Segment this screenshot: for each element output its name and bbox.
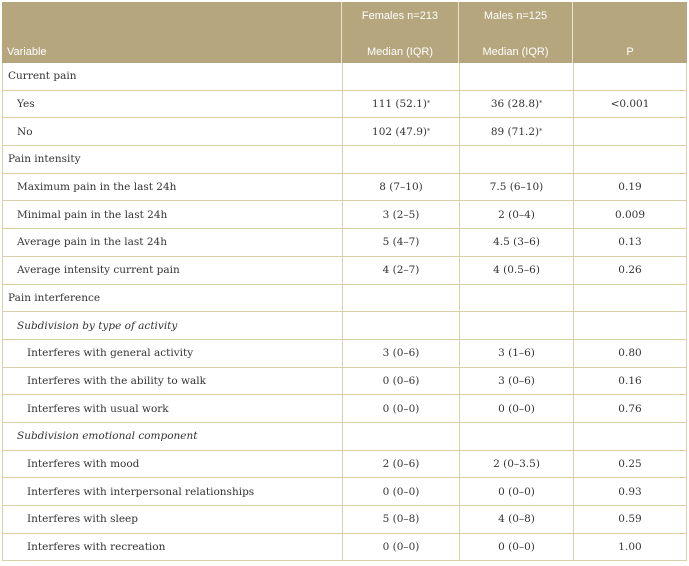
males-cell: 4 (0–8) xyxy=(459,506,573,533)
row-label: Pain intensity xyxy=(2,146,342,173)
pain-comparison-table xyxy=(2,2,687,561)
p-cell: 0.16 xyxy=(573,368,687,395)
row-label: No xyxy=(2,118,342,145)
header-males-label: Males n=125 xyxy=(483,10,548,22)
males-cell xyxy=(459,63,573,90)
p-cell xyxy=(573,118,687,145)
females-cell: 5 (0–8) xyxy=(342,506,459,533)
males-cell: 4 (0.5–6) xyxy=(459,257,573,284)
header-variable xyxy=(2,2,342,63)
p-cell: <0.001 xyxy=(573,91,687,118)
row-label: Maximum pain in the last 24h xyxy=(2,174,342,201)
males-cell xyxy=(459,312,573,339)
males-cell: 0 (0–0) xyxy=(459,395,573,422)
females-cell: 102 (47.9) * xyxy=(342,118,459,145)
table-row xyxy=(2,340,687,368)
p-cell xyxy=(573,63,687,90)
males-cell: 7.5 (6–10) xyxy=(459,174,573,201)
row-label: Interferes with interpersonal relationships xyxy=(2,478,342,505)
row-label: Pain interference xyxy=(2,285,342,312)
females-cell xyxy=(342,146,459,173)
females-cell xyxy=(342,63,459,90)
table-row xyxy=(2,395,687,423)
row-label: Interferes with usual work xyxy=(2,395,342,422)
males-cell: 3 (1–6) xyxy=(459,340,573,367)
females-cell xyxy=(342,285,459,312)
females-value: 102 (47.9) xyxy=(372,125,427,138)
p-cell xyxy=(573,146,687,173)
females-value: 111 (52.1) xyxy=(372,98,427,111)
header-females-label: Females n=213 xyxy=(361,10,439,22)
table-row xyxy=(2,423,687,451)
females-cell: 3 (0–6) xyxy=(342,340,459,367)
table-row xyxy=(2,118,687,146)
table-row xyxy=(2,312,687,340)
males-cell xyxy=(459,285,573,312)
p-cell: 0.009 xyxy=(573,201,687,228)
females-cell xyxy=(342,423,459,450)
row-label: Average intensity current pain xyxy=(2,257,342,284)
females-cell: 2 (0–6) xyxy=(342,451,459,478)
males-cell xyxy=(459,146,573,173)
header-variable-label: Variable xyxy=(7,46,47,58)
table-row xyxy=(2,146,687,174)
p-cell: 0.59 xyxy=(573,506,687,533)
header-females-sub: Median (IQR) xyxy=(366,46,434,58)
females-cell: 111 (52.1) * xyxy=(342,91,459,118)
p-cell: 0.80 xyxy=(573,340,687,367)
males-cell: 4.5 (3–6) xyxy=(459,229,573,256)
row-label: Subdivision emotional component xyxy=(2,423,342,450)
row-label: Yes xyxy=(2,91,342,118)
males-cell: 0 (0–0) xyxy=(459,534,573,561)
table-header xyxy=(2,2,687,63)
males-cell: 3 (0–6) xyxy=(459,368,573,395)
table-row xyxy=(2,257,687,285)
row-label: Subdivision by type of activity xyxy=(2,312,342,339)
row-label: Interferes with recreation xyxy=(2,534,342,561)
p-cell: 0.13 xyxy=(573,229,687,256)
table-row xyxy=(2,63,687,91)
row-label: Interferes with sleep xyxy=(2,506,342,533)
p-cell: 0.25 xyxy=(573,451,687,478)
table-row xyxy=(2,478,687,506)
p-cell: 0.19 xyxy=(573,174,687,201)
p-cell: 0.93 xyxy=(573,478,687,505)
females-cell: 0 (0–0) xyxy=(342,395,459,422)
table-row xyxy=(2,285,687,313)
p-cell xyxy=(573,312,687,339)
table-row xyxy=(2,534,687,562)
table-row xyxy=(2,174,687,202)
table-row xyxy=(2,451,687,479)
females-cell: 0 (0–0) xyxy=(342,478,459,505)
header-females xyxy=(342,2,459,63)
p-cell: 0.26 xyxy=(573,257,687,284)
p-cell: 1.00 xyxy=(573,534,687,561)
table-row xyxy=(2,201,687,229)
males-value: 89 (71.2) xyxy=(490,125,540,138)
males-cell: 0 (0–0) xyxy=(459,478,573,505)
table-row xyxy=(2,91,687,119)
females-cell xyxy=(342,312,459,339)
males-value: 36 (28.8) xyxy=(490,98,540,111)
row-label: Current pain xyxy=(2,63,342,90)
table-row xyxy=(2,368,687,396)
header-males-sub: Median (IQR) xyxy=(482,46,549,58)
table-row xyxy=(2,506,687,534)
females-cell: 8 (7–10) xyxy=(342,174,459,201)
females-cell: 3 (2–5) xyxy=(342,201,459,228)
row-label: Minimal pain in the last 24h xyxy=(2,201,342,228)
row-label: Interferes with mood xyxy=(2,451,342,478)
header-p xyxy=(573,2,687,63)
row-label: Average pain in the last 24h xyxy=(2,229,342,256)
males-cell xyxy=(459,423,573,450)
males-cell: 89 (71.2) * xyxy=(459,118,573,145)
p-cell xyxy=(573,285,687,312)
females-cell: 0 (0–6) xyxy=(342,368,459,395)
males-cell: 36 (28.8) * xyxy=(459,91,573,118)
females-cell: 4 (2–7) xyxy=(342,257,459,284)
females-cell: 0 (0–0) xyxy=(342,534,459,561)
row-label: Interferes with the ability to walk xyxy=(2,368,342,395)
row-label: Interferes with general activity xyxy=(2,340,342,367)
table-row xyxy=(2,229,687,257)
males-cell: 2 (0–4) xyxy=(459,201,573,228)
header-p-label: P xyxy=(626,46,634,58)
males-cell: 2 (0–3.5) xyxy=(459,451,573,478)
header-males xyxy=(459,2,573,63)
p-cell xyxy=(573,423,687,450)
p-cell: 0.76 xyxy=(573,395,687,422)
females-cell: 5 (4–7) xyxy=(342,229,459,256)
